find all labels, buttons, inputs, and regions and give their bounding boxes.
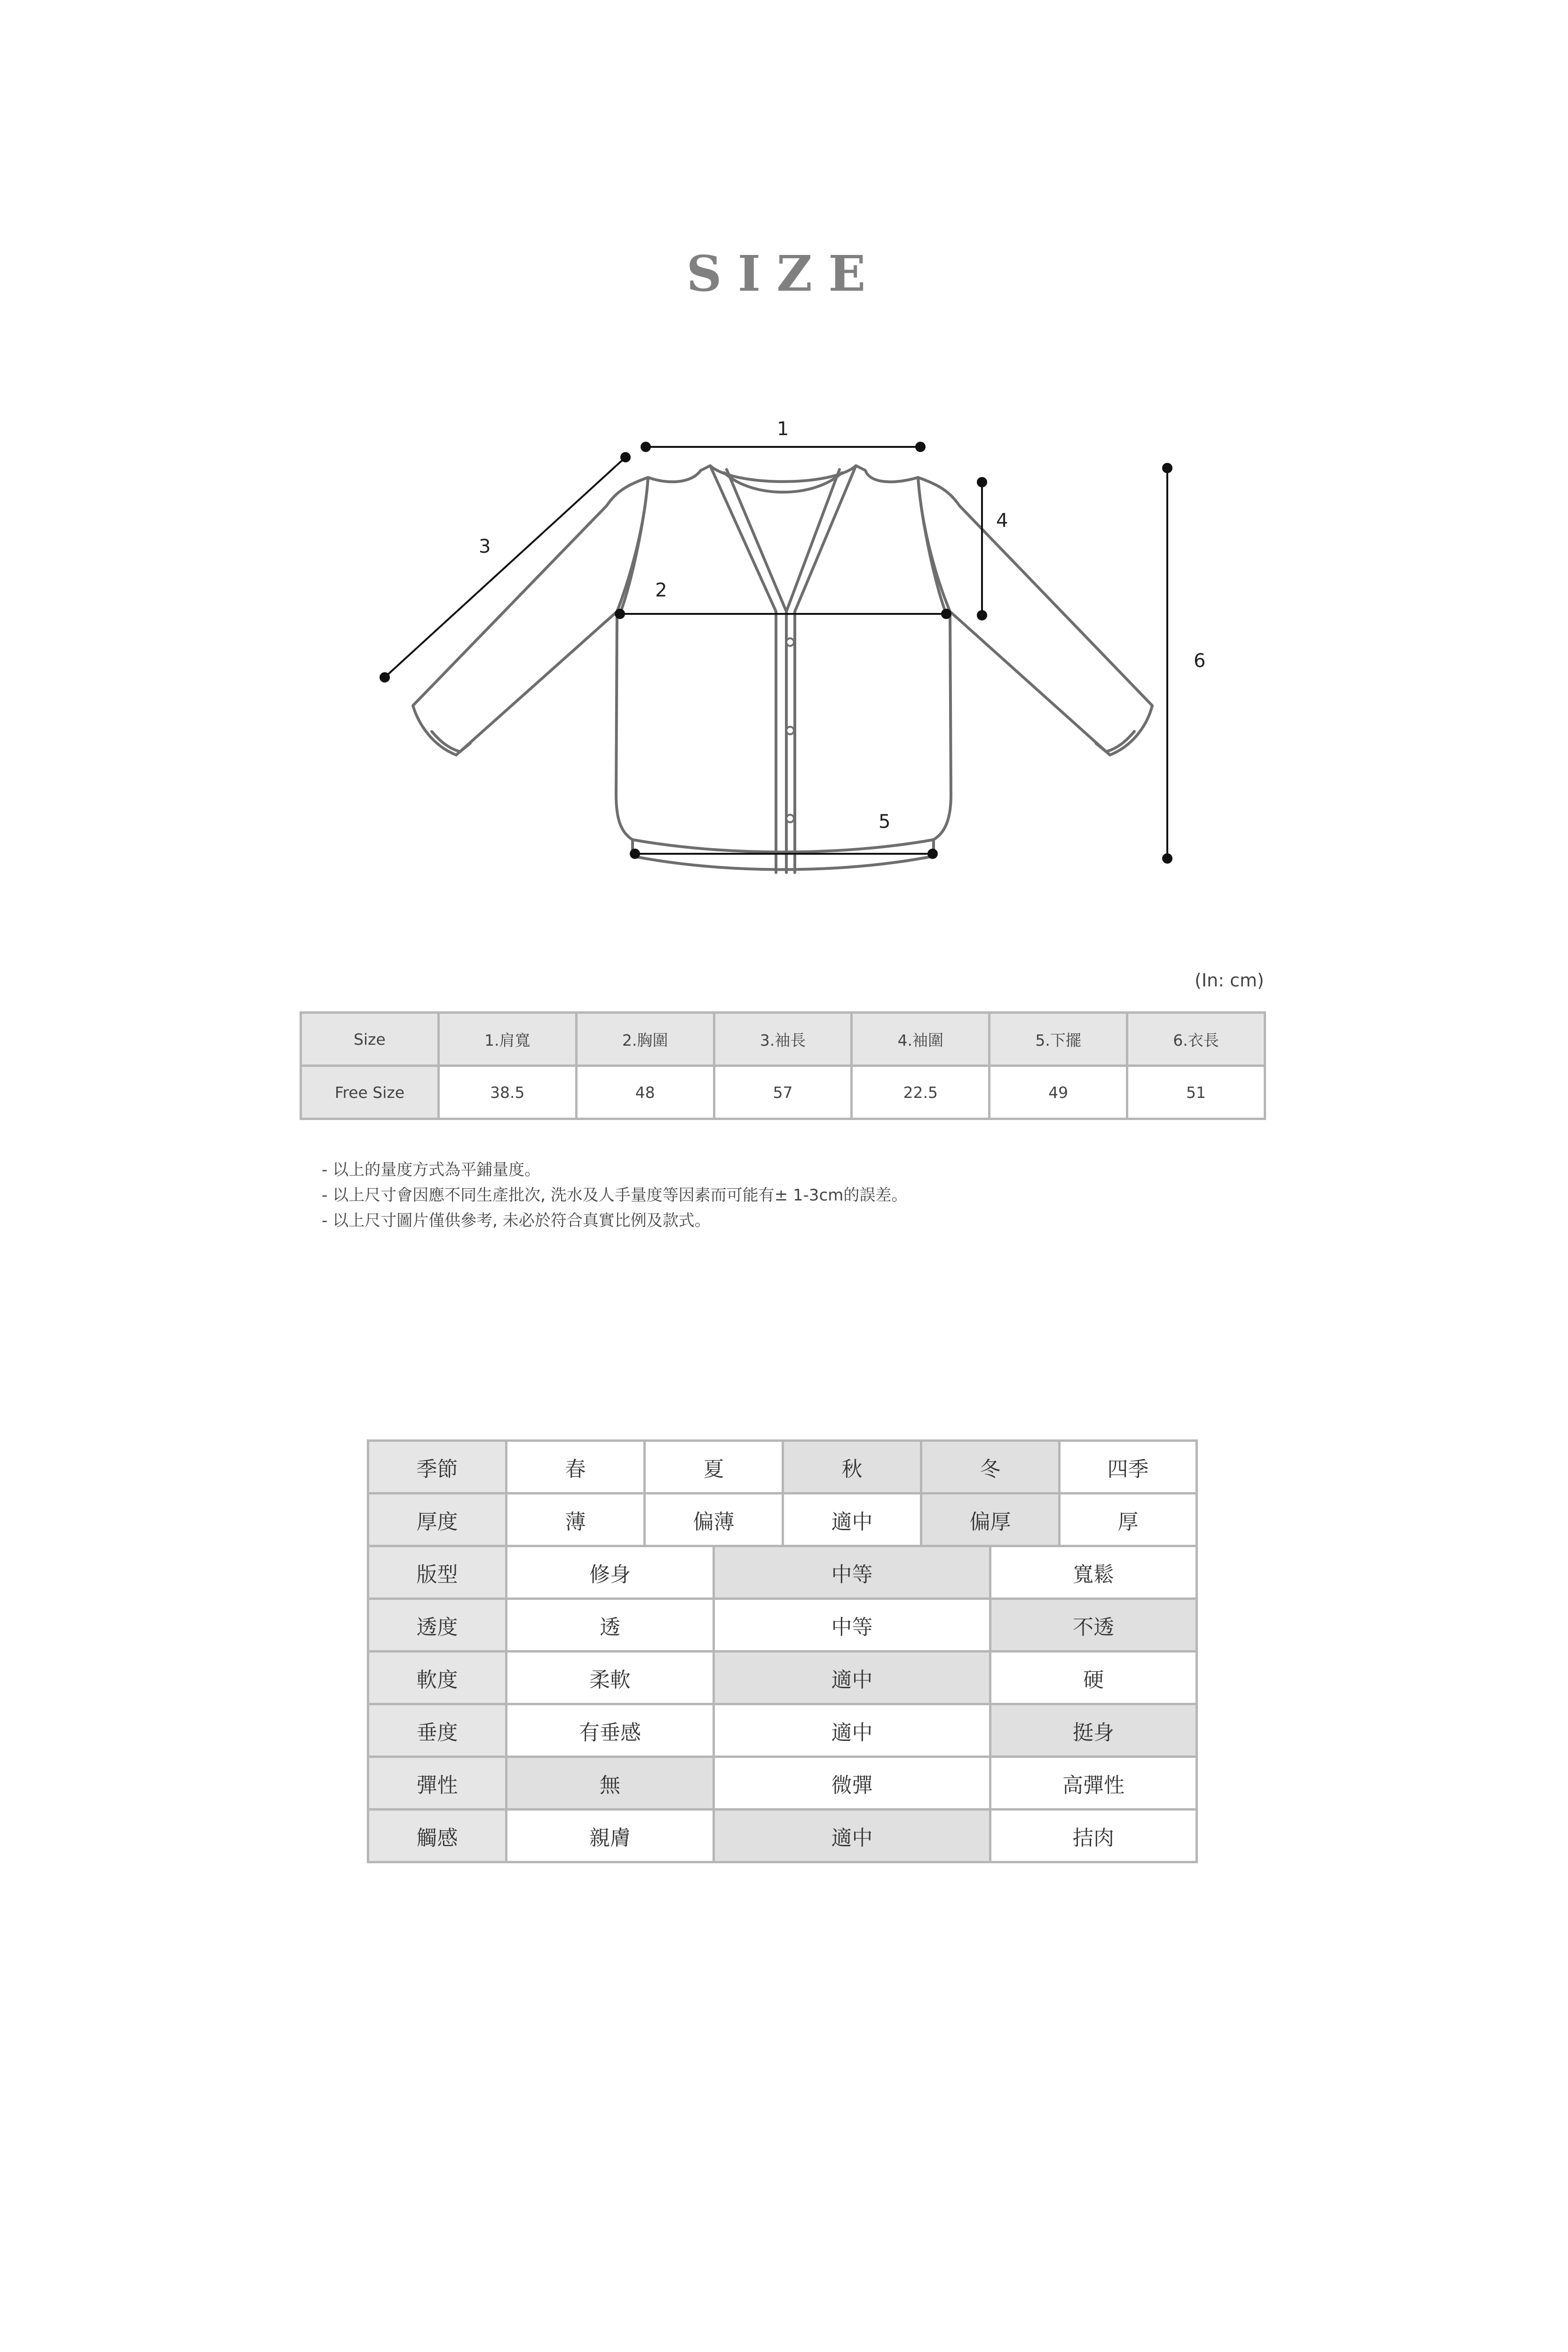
property-label: 厚度 bbox=[368, 1494, 507, 1546]
property-option: 親膚 bbox=[507, 1810, 714, 1862]
property-option-selected: 偏厚 bbox=[921, 1494, 1060, 1546]
right-sleeve bbox=[918, 477, 1152, 755]
label-sleeve: 3 bbox=[479, 536, 491, 557]
value-cell: 48 bbox=[576, 1066, 714, 1119]
label-armhole: 4 bbox=[996, 510, 1008, 532]
property-label: 彈性 bbox=[368, 1757, 507, 1810]
right-cuff bbox=[1096, 731, 1134, 752]
placket-left bbox=[710, 466, 776, 873]
property-option-selected: 適中 bbox=[714, 1810, 990, 1862]
size-name-cell: Free Size bbox=[301, 1066, 439, 1119]
button bbox=[786, 638, 794, 646]
page-title: SIZE bbox=[686, 245, 882, 302]
garment-outline bbox=[616, 466, 951, 870]
property-row-softness bbox=[368, 1652, 1197, 1704]
label-shoulder: 1 bbox=[777, 418, 789, 440]
property-row-elasticity bbox=[368, 1757, 1197, 1810]
header-cell: 2.胸圍 bbox=[576, 1013, 714, 1066]
property-option: 修身 bbox=[507, 1546, 714, 1599]
property-label: 版型 bbox=[368, 1546, 507, 1599]
value-cell: 49 bbox=[990, 1066, 1127, 1119]
header-cell: Size bbox=[301, 1013, 439, 1066]
property-option: 硬 bbox=[990, 1652, 1197, 1704]
property-option-selected: 冬 bbox=[921, 1441, 1060, 1494]
hem-rib bbox=[633, 840, 934, 852]
label-length: 6 bbox=[1194, 650, 1206, 672]
value-cell: 57 bbox=[714, 1066, 852, 1119]
property-option: 夏 bbox=[645, 1441, 783, 1494]
property-option-selected: 挺身 bbox=[990, 1704, 1197, 1757]
property-option: 春 bbox=[507, 1441, 645, 1494]
header-cell: 3.袖長 bbox=[714, 1013, 852, 1066]
header-cell: 4.袖圍 bbox=[852, 1013, 990, 1066]
property-option: 有垂感 bbox=[507, 1704, 714, 1757]
left-cuff bbox=[432, 731, 470, 752]
measure-line-sleeve bbox=[385, 457, 626, 677]
cardigan-measurement-diagram bbox=[0, 0, 1568, 941]
property-row-thickness bbox=[368, 1494, 1197, 1546]
property-option-selected: 無 bbox=[507, 1757, 714, 1810]
property-row-fit bbox=[368, 1546, 1197, 1599]
header-cell: 1.肩寬 bbox=[438, 1013, 576, 1066]
button bbox=[786, 727, 794, 734]
property-label: 季節 bbox=[368, 1441, 507, 1494]
note-line: - 以上尺寸圖片僅供參考, 未必於符合真實比例及款式。 bbox=[322, 1211, 711, 1230]
property-option: 拮肉 bbox=[990, 1810, 1197, 1862]
property-row-touch bbox=[368, 1810, 1197, 1862]
note-line: - 以上尺寸會因應不同生產批次, 洗水及人手量度等因素而可能有± 1-3cm的誤差。 bbox=[322, 1186, 908, 1205]
property-label: 透度 bbox=[368, 1599, 507, 1652]
fabric-properties-table bbox=[367, 1439, 1198, 1863]
property-option: 寬鬆 bbox=[990, 1546, 1197, 1599]
left-sleeve bbox=[413, 477, 648, 755]
unit-note: (In: cm) bbox=[1195, 970, 1264, 991]
label-hem: 5 bbox=[879, 811, 891, 833]
property-option: 適中 bbox=[783, 1494, 921, 1546]
property-option: 偏薄 bbox=[645, 1494, 783, 1546]
property-option: 透 bbox=[507, 1599, 714, 1652]
property-option-selected: 適中 bbox=[714, 1652, 990, 1704]
label-chest: 2 bbox=[655, 580, 667, 601]
property-option: 適中 bbox=[714, 1704, 990, 1757]
header-cell: 6.衣長 bbox=[1127, 1013, 1265, 1066]
header-cell: 5.下擺 bbox=[990, 1013, 1127, 1066]
property-option: 厚 bbox=[1060, 1494, 1197, 1546]
property-row-drape bbox=[368, 1704, 1197, 1757]
note-line: - 以上的量度方式為平鋪量度。 bbox=[322, 1160, 541, 1179]
property-label: 觸感 bbox=[368, 1810, 507, 1862]
property-option-selected: 秋 bbox=[783, 1441, 921, 1494]
table-row bbox=[301, 1066, 1265, 1119]
property-option-selected: 中等 bbox=[714, 1546, 990, 1599]
property-label: 垂度 bbox=[368, 1704, 507, 1757]
placket-right bbox=[795, 466, 856, 873]
value-cell: 22.5 bbox=[852, 1066, 990, 1119]
property-option-selected: 不透 bbox=[990, 1599, 1197, 1652]
property-row-season bbox=[368, 1441, 1197, 1494]
property-option: 柔軟 bbox=[507, 1652, 714, 1704]
property-option: 薄 bbox=[507, 1494, 645, 1546]
value-cell: 51 bbox=[1127, 1066, 1265, 1119]
property-option: 高彈性 bbox=[990, 1757, 1197, 1810]
property-option: 四季 bbox=[1060, 1441, 1197, 1494]
property-label: 軟度 bbox=[368, 1652, 507, 1704]
value-cell: 38.5 bbox=[438, 1066, 576, 1119]
size-table-header-row bbox=[301, 1013, 1265, 1066]
size-table bbox=[300, 1011, 1266, 1120]
measurement-notes bbox=[322, 1157, 907, 1233]
button bbox=[786, 815, 794, 822]
property-option: 微彈 bbox=[714, 1757, 990, 1810]
property-option: 中等 bbox=[714, 1599, 990, 1652]
property-row-transparency bbox=[368, 1599, 1197, 1652]
